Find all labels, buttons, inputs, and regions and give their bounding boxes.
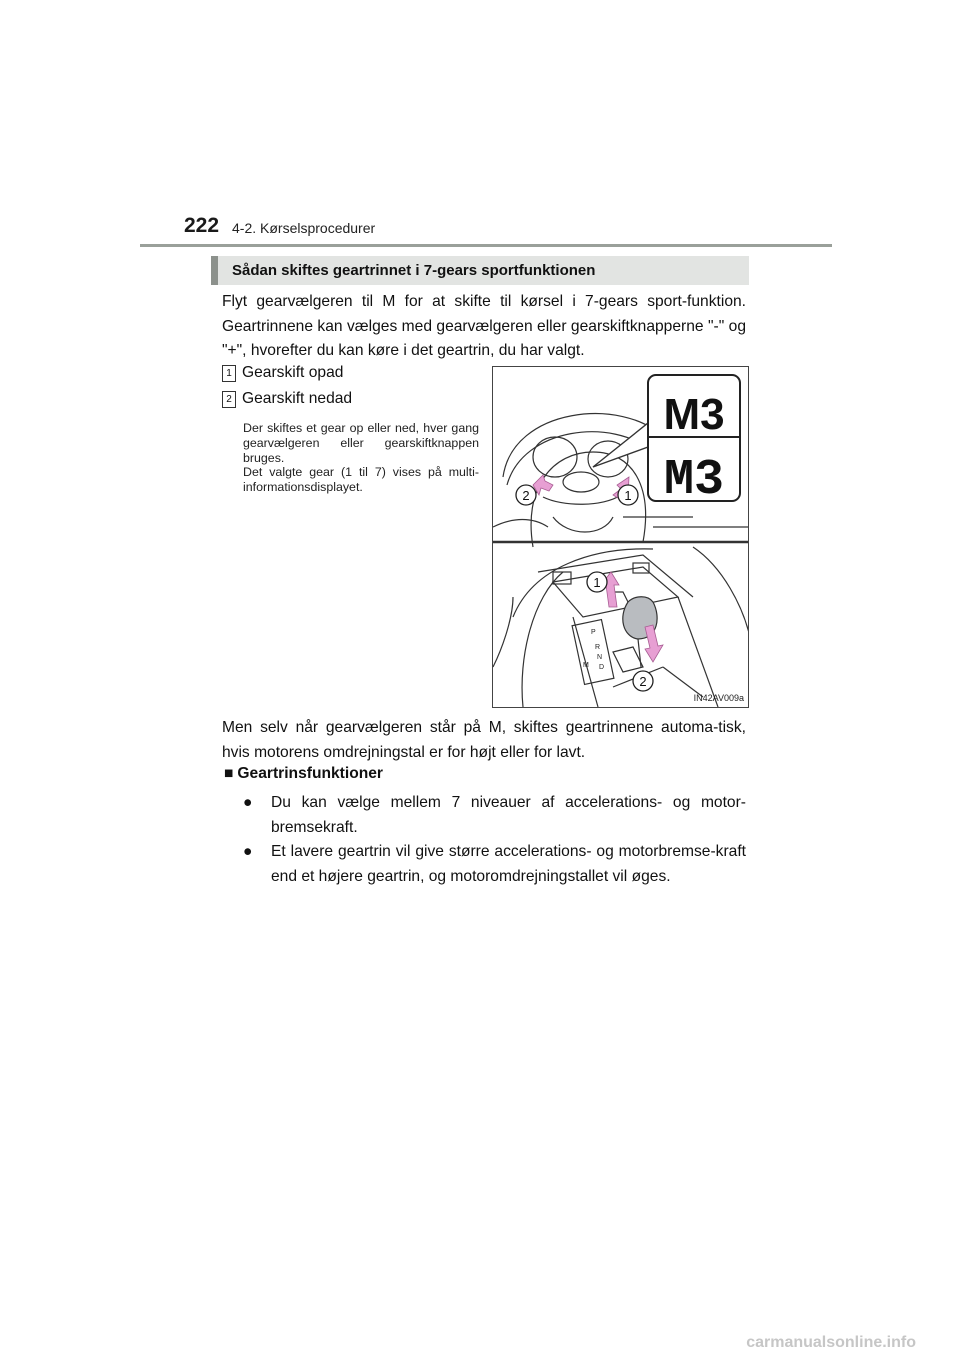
gate-letter-d: D — [599, 664, 605, 671]
intro-paragraph: Flyt gearvælgeren til M for at skifte til kørsel i 7-gears sport-funktion. Geartrinnene kan vælges med gearvælgeren eller gearskiftknapperne "-" og "+", hvorefter du kan køre i det geartrin, du har valgt. — [222, 293, 746, 359]
gate-letter-r: R — [595, 644, 601, 651]
display-readout-bottom: M3 — [663, 452, 725, 509]
bullet-text-2: Et lavere geartrin vil give større accelerations- og motorbremse-kraft end et højere geartrin, og motoromdrejningstallet vil øges. — [271, 843, 746, 885]
closing-paragraph: Men selv når gearvælgeren står på M, skiftes geartrinnene automa-tisk, hvis motorens omdrejningstal er for højt eller for lavt. — [222, 719, 746, 761]
number-box-2: 2 — [222, 391, 236, 408]
callout-downshift-wheel: 2 — [522, 488, 530, 503]
gear-illustration-drawing — [493, 367, 749, 708]
figure-code: IN42AV009a — [693, 693, 744, 703]
callout-downshift-lever: 2 — [639, 674, 647, 689]
page-number: 222 — [184, 214, 220, 237]
bullet-dot-icon: ● — [243, 843, 253, 860]
bullet-item-1 — [243, 791, 746, 840]
bullet-dot-icon: ● — [243, 794, 253, 811]
bullet-item-2 — [243, 840, 746, 889]
item-label-downshift: Gearskift nedad — [242, 390, 353, 407]
gate-letter-n: N — [597, 654, 603, 661]
item-label-upshift: Gearskift opad — [242, 364, 344, 381]
header-rule — [140, 244, 832, 247]
subsection-heading-text: Geartrinsfunktioner — [237, 765, 383, 782]
gate-letter-m: M — [583, 662, 589, 669]
gate-letter-p: P — [591, 629, 596, 636]
display-readout-top: M3 — [663, 390, 725, 439]
section-title: Sådan skiftes geartrinnet i 7-gears sportfunktionen — [232, 262, 596, 279]
square-marker-icon: ■ — [224, 765, 234, 782]
section-bar — [211, 256, 749, 285]
number-box-1: 1 — [222, 365, 236, 382]
watermark: carmanualsonline.info — [746, 1334, 916, 1351]
note-line-1: Der skiftes et gear op eller ned, hver gang gearvælgeren eller gearskiftknappen bruges. — [243, 421, 479, 465]
subsection-heading — [224, 765, 383, 783]
bullet-text-1: Du kan vælge mellem 7 niveauer af accelerations- og motor-bremsekraft. — [271, 794, 746, 836]
callout-upshift-wheel: 1 — [624, 488, 632, 503]
note-line-2: Det valgte gear (1 til 7) vises på multi-informationsdisplayet. — [243, 465, 479, 495]
chapter-title: 4-2. Kørselsprocedurer — [232, 220, 376, 236]
shift-note — [243, 421, 479, 495]
gear-illustration — [492, 366, 749, 708]
callout-upshift-lever: 1 — [593, 575, 601, 590]
